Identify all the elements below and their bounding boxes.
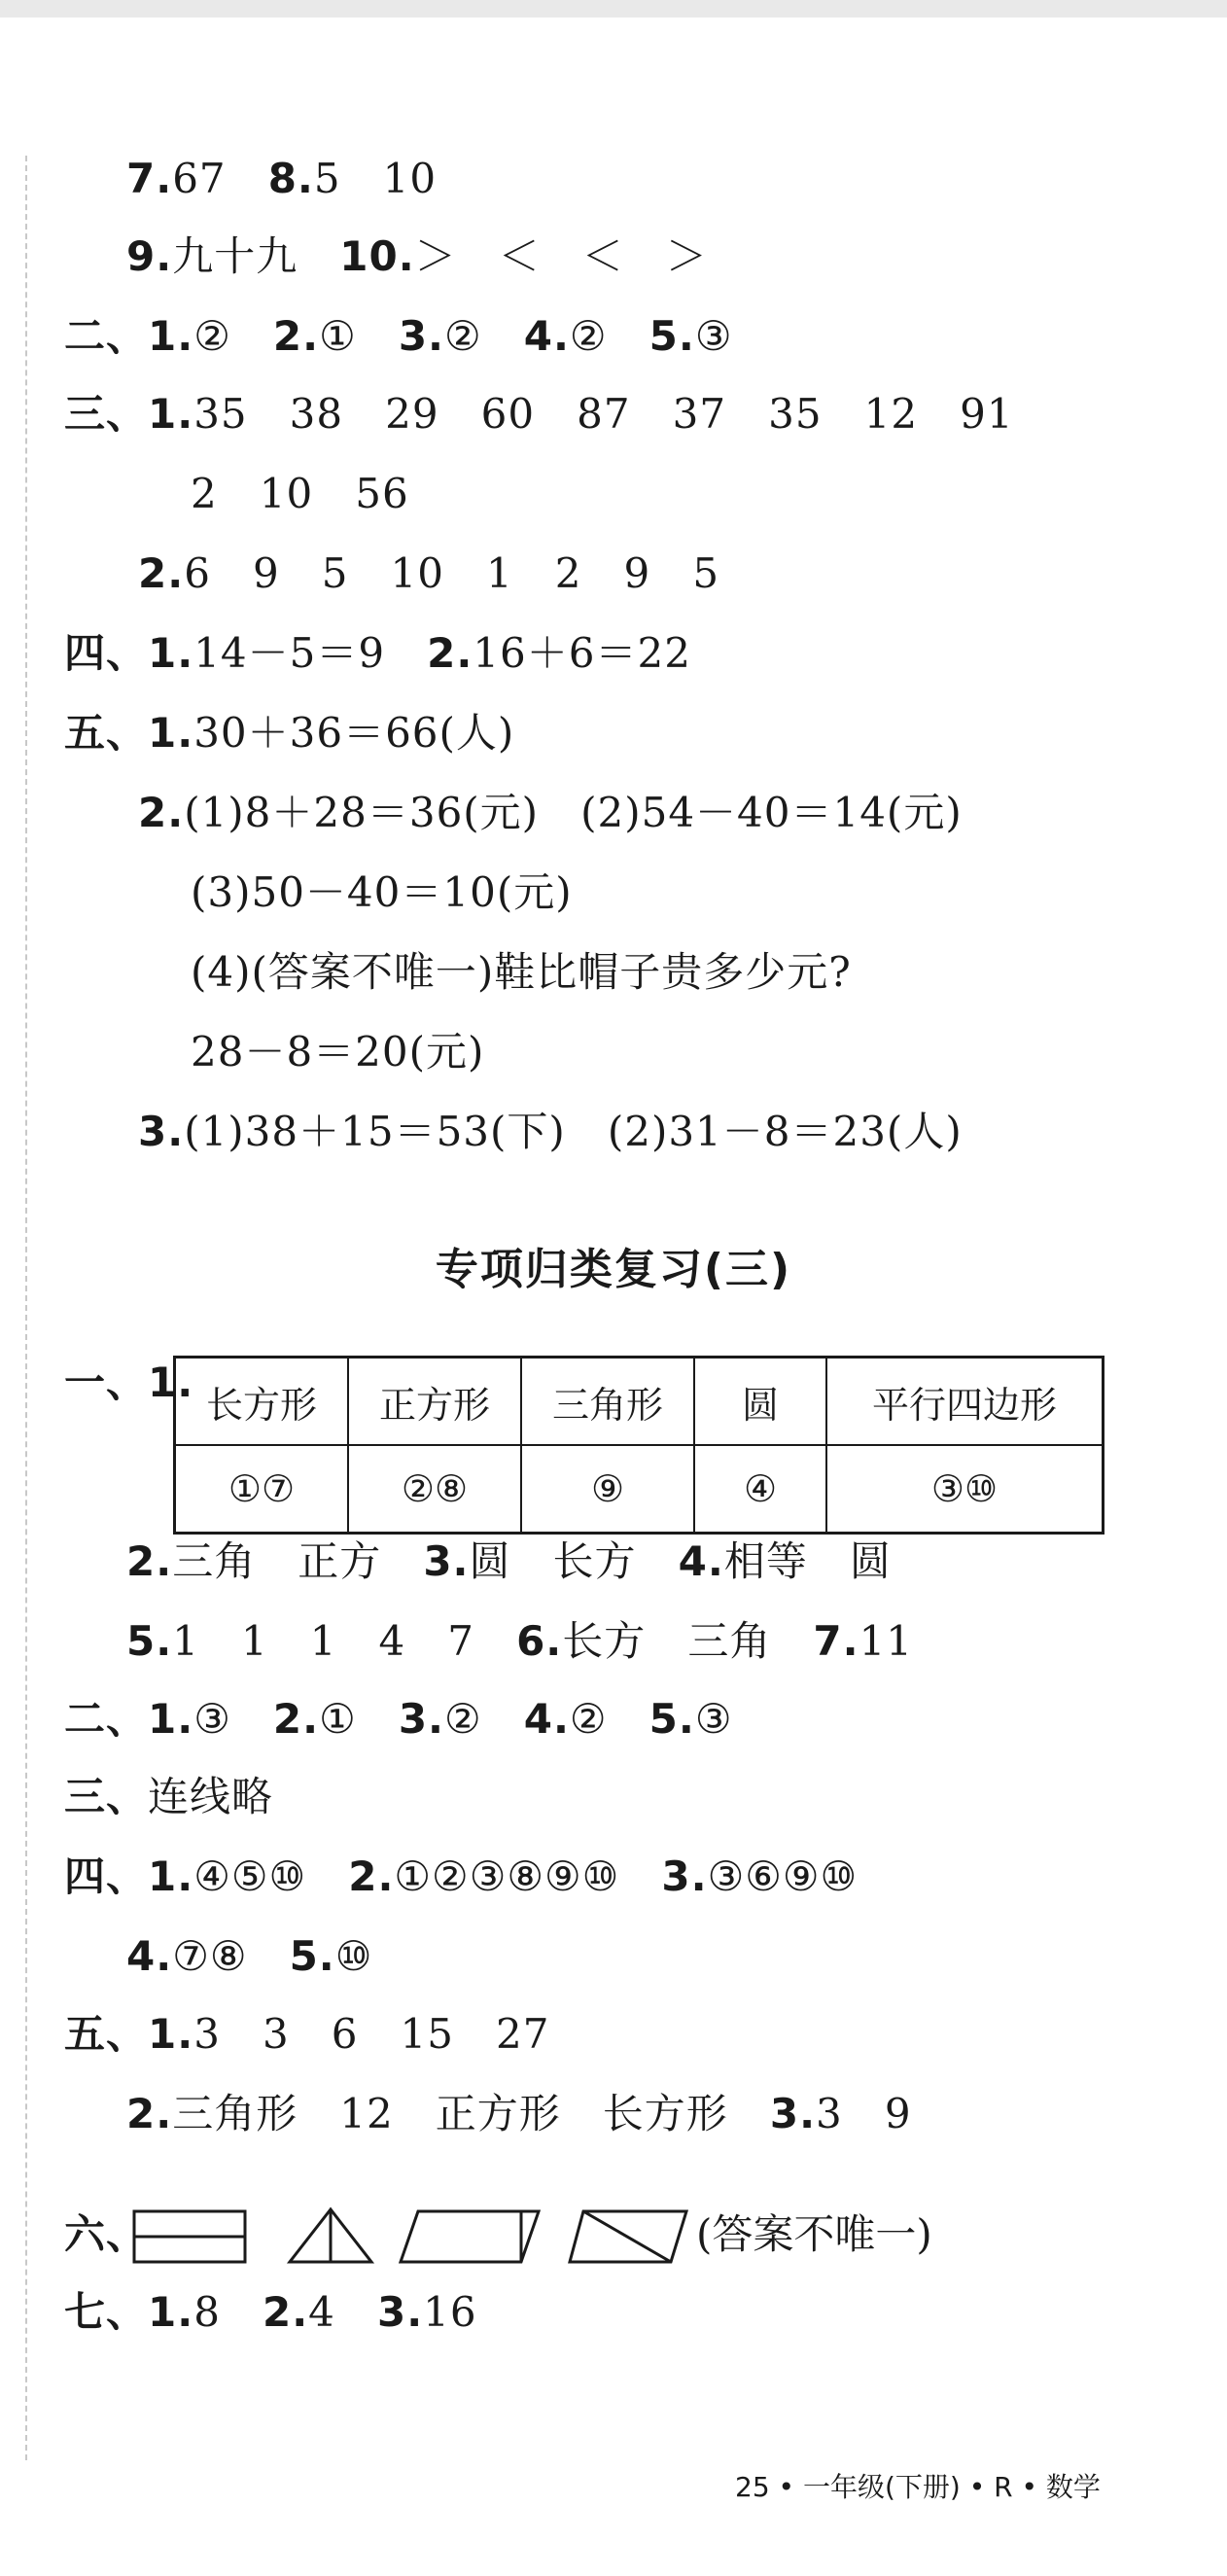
answer-line: 三、连线略 xyxy=(64,1773,274,1820)
answer-line: 五、1.30＋36＝66(人) xyxy=(64,709,515,757)
answer-line: 7.67 8.5 10 xyxy=(126,155,438,202)
answer-line: 六、 xyxy=(64,2210,149,2258)
answer-line: 9.九十九 10.＞ ＜ ＜ ＞ xyxy=(126,232,708,280)
answer-line: 七、1.8 2.4 3.16 xyxy=(64,2288,477,2336)
answer-line: 2.6 9 5 10 1 2 9 5 xyxy=(138,549,720,597)
divided-parallelogram-diagonal-figure xyxy=(568,2205,690,2266)
divided-parallelogram-figure xyxy=(397,2205,543,2266)
shape-classification-table xyxy=(173,1356,1104,1535)
page-top-edge xyxy=(0,0,1227,18)
answer-line: 四、1.④⑤⑩ 2.①②③⑧⑨⑩ 3.③⑥⑨⑩ xyxy=(64,1853,859,1900)
answer-line: 3.(1)38＋15＝53(下) (2)31－8＝23(人) xyxy=(138,1108,963,1155)
table-header-cell: 三角形 xyxy=(521,1358,694,1446)
answer-line: (3)50－40＝10(元) xyxy=(191,868,573,916)
answer-line: 2.(1)8＋28＝36(元) (2)54－40＝14(元) xyxy=(138,789,963,836)
answer-line: 一、1. xyxy=(64,1359,194,1406)
table-header-cell: 圆 xyxy=(694,1358,826,1446)
answer-line: 三、1.35 38 29 60 87 37 35 12 91 xyxy=(64,390,1014,438)
answer-line: 四、1.14－5＝9 2.16＋6＝22 xyxy=(64,629,691,677)
table-cell: ③⑩ xyxy=(826,1445,1104,1534)
answer-note: (答案不唯一) xyxy=(696,2210,932,2258)
answer-line: 4.⑦⑧ 5.⑩ xyxy=(126,1932,373,1980)
section-title: 专项归类复习(三) xyxy=(435,1245,792,1294)
answer-line: 2 10 56 xyxy=(191,470,409,517)
answer-line: 二、1.② 2.① 3.② 4.② 5.③ xyxy=(64,312,733,360)
table-header-row xyxy=(175,1358,1104,1446)
table-cell: ④ xyxy=(694,1445,826,1534)
table-cell: ①⑦ xyxy=(175,1445,349,1534)
page-footer: 25 • 一年级(下册) • R • 数学 xyxy=(735,2471,1101,2503)
divided-triangle-figure xyxy=(286,2205,375,2266)
table-cell: ②⑧ xyxy=(348,1445,521,1534)
answer-line: 二、1.③ 2.① 3.② 4.② 5.③ xyxy=(64,1695,733,1743)
table-header-cell: 正方形 xyxy=(348,1358,521,1446)
binding-margin-line xyxy=(25,156,27,2460)
answer-line: 28－8＝20(元) xyxy=(191,1028,485,1076)
divided-rectangle-figure xyxy=(132,2205,249,2266)
answer-line: 2.三角 正方 3.圆 长方 4.相等 圆 xyxy=(126,1537,892,1585)
answer-line: 五、1.3 3 6 15 27 xyxy=(64,2010,550,2058)
answer-line: 2.三角形 12 正方形 长方形 3.3 9 xyxy=(126,2090,912,2137)
table-header-cell: 长方形 xyxy=(175,1358,349,1446)
table-cell: ⑨ xyxy=(521,1445,694,1534)
answer-line: (4)(答案不唯一)鞋比帽子贵多少元? xyxy=(191,948,852,996)
answer-line: 5.1 1 1 4 7 6.长方 三角 7.11 xyxy=(126,1617,914,1665)
table-row xyxy=(175,1445,1104,1534)
table-header-cell: 平行四边形 xyxy=(826,1358,1104,1446)
